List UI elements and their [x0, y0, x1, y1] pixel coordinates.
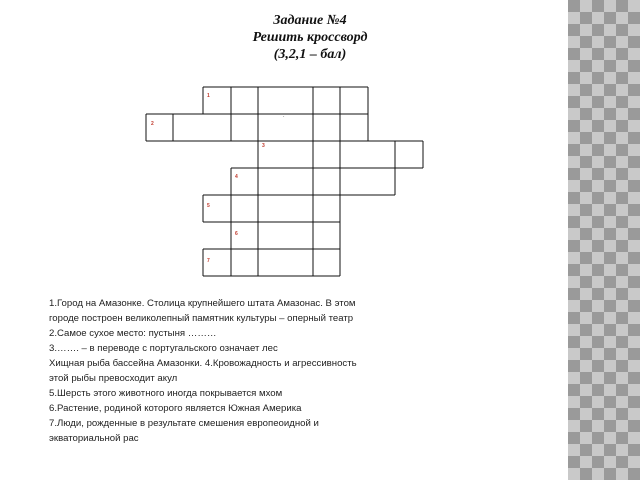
- clue-number-7: 7: [207, 258, 210, 264]
- question-line: 5.Шерсть этого животного иногда покрывается мхом: [49, 388, 283, 399]
- question-line: 6.Растение, родиной которого является Южная Америка: [49, 403, 302, 414]
- question-line: экваториальной рас: [49, 433, 139, 444]
- task-instruction: Решить кроссворд: [252, 30, 368, 45]
- task-points: (3,2,1 – бал): [273, 47, 347, 62]
- clue-number-4: 4: [235, 174, 238, 180]
- stray-dot: .: [283, 113, 285, 119]
- clue-number-2: 2: [151, 121, 154, 127]
- question-line: этой рыбы превосходит акул: [49, 373, 178, 384]
- questions-list: [49, 296, 429, 446]
- decorative-pattern-strip: [568, 0, 640, 480]
- clue-number-1: 1: [207, 93, 210, 99]
- question-line: 1.Город на Амазонке. Столица крупнейшего штата Амазонас. В этом: [49, 298, 356, 309]
- question-line: 7.Люди, рожденные в результате смешения европеоидной и: [49, 418, 319, 429]
- clue-number-3: 3: [262, 143, 265, 149]
- clue-number-6: 6: [235, 231, 238, 237]
- question-line: городе построен великолепный памятник культуры – оперный театр: [49, 313, 354, 324]
- question-line: 2.Самое сухое место: пустыня ………: [49, 328, 217, 339]
- question-line: 3.……. – в переводе с португальского означает лес: [49, 343, 278, 354]
- clue-number-5: 5: [207, 203, 210, 209]
- task-title: Задание №4: [273, 13, 347, 28]
- question-line: Хищная рыба бассейна Амазонки. 4.Кровожадность и агрессивность: [49, 358, 357, 369]
